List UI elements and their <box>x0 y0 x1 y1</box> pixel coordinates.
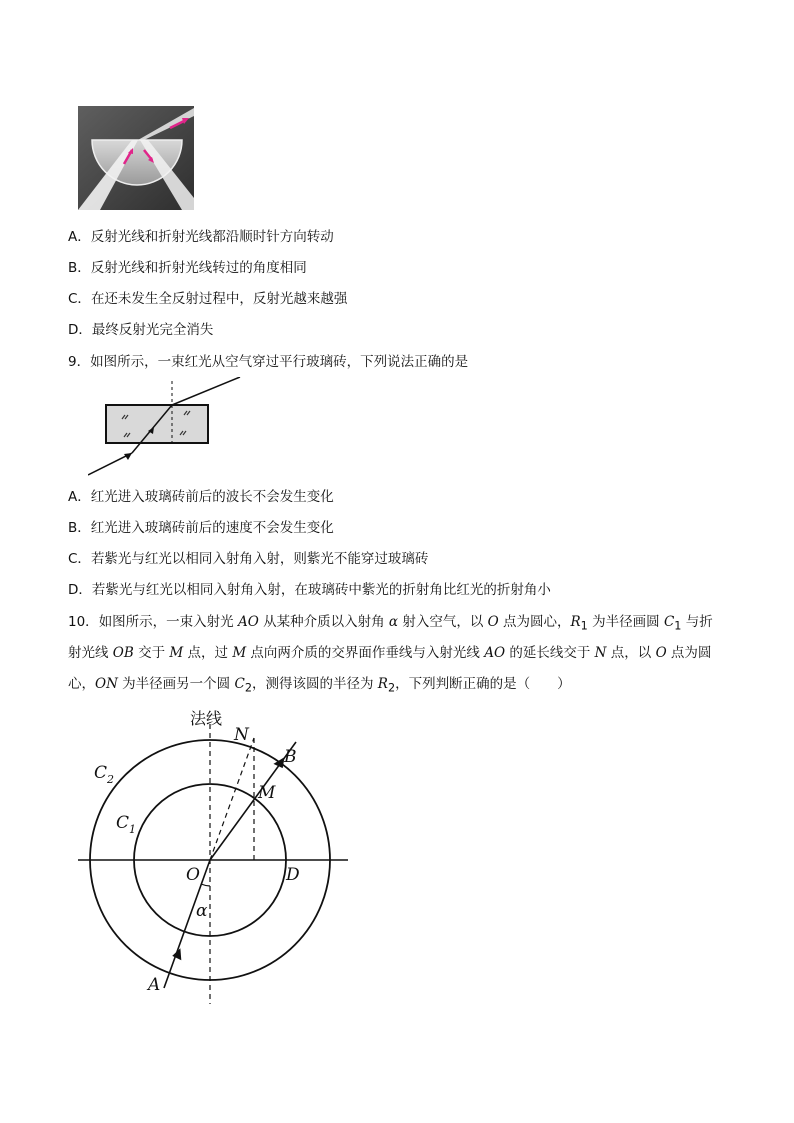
q10-stem-line-2: 射光线 OB 交于 M 点，过 M 点向两介质的交界面作垂线与入射光线 AO 的延长线交于 N 点，以 O 点为圆 <box>68 645 712 661</box>
parallel-glass-slab-figure <box>88 377 248 477</box>
semicircle-glass-photo <box>78 106 194 210</box>
q8-option-d: D．最终反射光完全消失 <box>68 322 214 338</box>
label-alpha: α <box>196 901 208 921</box>
q8-option-a: A．反射光线和折射光线都沿顺时针方向转动 <box>68 229 334 245</box>
label-c1: $C_1$ <box>116 813 137 836</box>
q9-option-b: B．红光进入玻璃砖前后的速度不会发生变化 <box>68 520 334 536</box>
extension-line <box>210 738 254 860</box>
q10-stem-line-1: 10．如图所示，一束入射光 AO 从某种介质以入射角 α 射入空气，以 O 点为圆心，$R_1$ 为半径画圆 $C_1$ 与折 <box>68 614 713 633</box>
label-o: O <box>186 865 200 885</box>
q10-stem-line-3: 心，ON 为半径画另一个圆 $C_2$，测得该圆的半径为 $R_2$，下列判断正确的是（ ） <box>68 676 571 695</box>
q8-option-c: C．在还未发生全反射过程中，反射光越来越强 <box>68 291 348 307</box>
label-m: M <box>258 783 276 803</box>
label-a: A <box>148 975 161 995</box>
q9-option-c: C．若紫光与红光以相同入射角入射，则紫光不能穿过玻璃砖 <box>68 551 429 567</box>
refraction-circles-figure <box>74 702 354 1008</box>
label-d: D <box>286 865 300 885</box>
q8-option-b: B．反射光线和折射光线转过的角度相同 <box>68 260 307 276</box>
label-n: N <box>234 725 249 745</box>
label-b: B <box>284 747 297 767</box>
q9-option-d: D．若紫光与红光以相同入射角入射，在玻璃砖中紫光的折射角比红光的折射角小 <box>68 582 551 598</box>
q9-stem: 9．如图所示，一束红光从空气穿过平行玻璃砖，下列说法正确的是 <box>68 354 469 370</box>
q9-option-a: A．红光进入玻璃砖前后的波长不会发生变化 <box>68 489 334 505</box>
normal-label: 法线 <box>190 709 223 728</box>
label-c2: $C_2$ <box>94 763 115 786</box>
